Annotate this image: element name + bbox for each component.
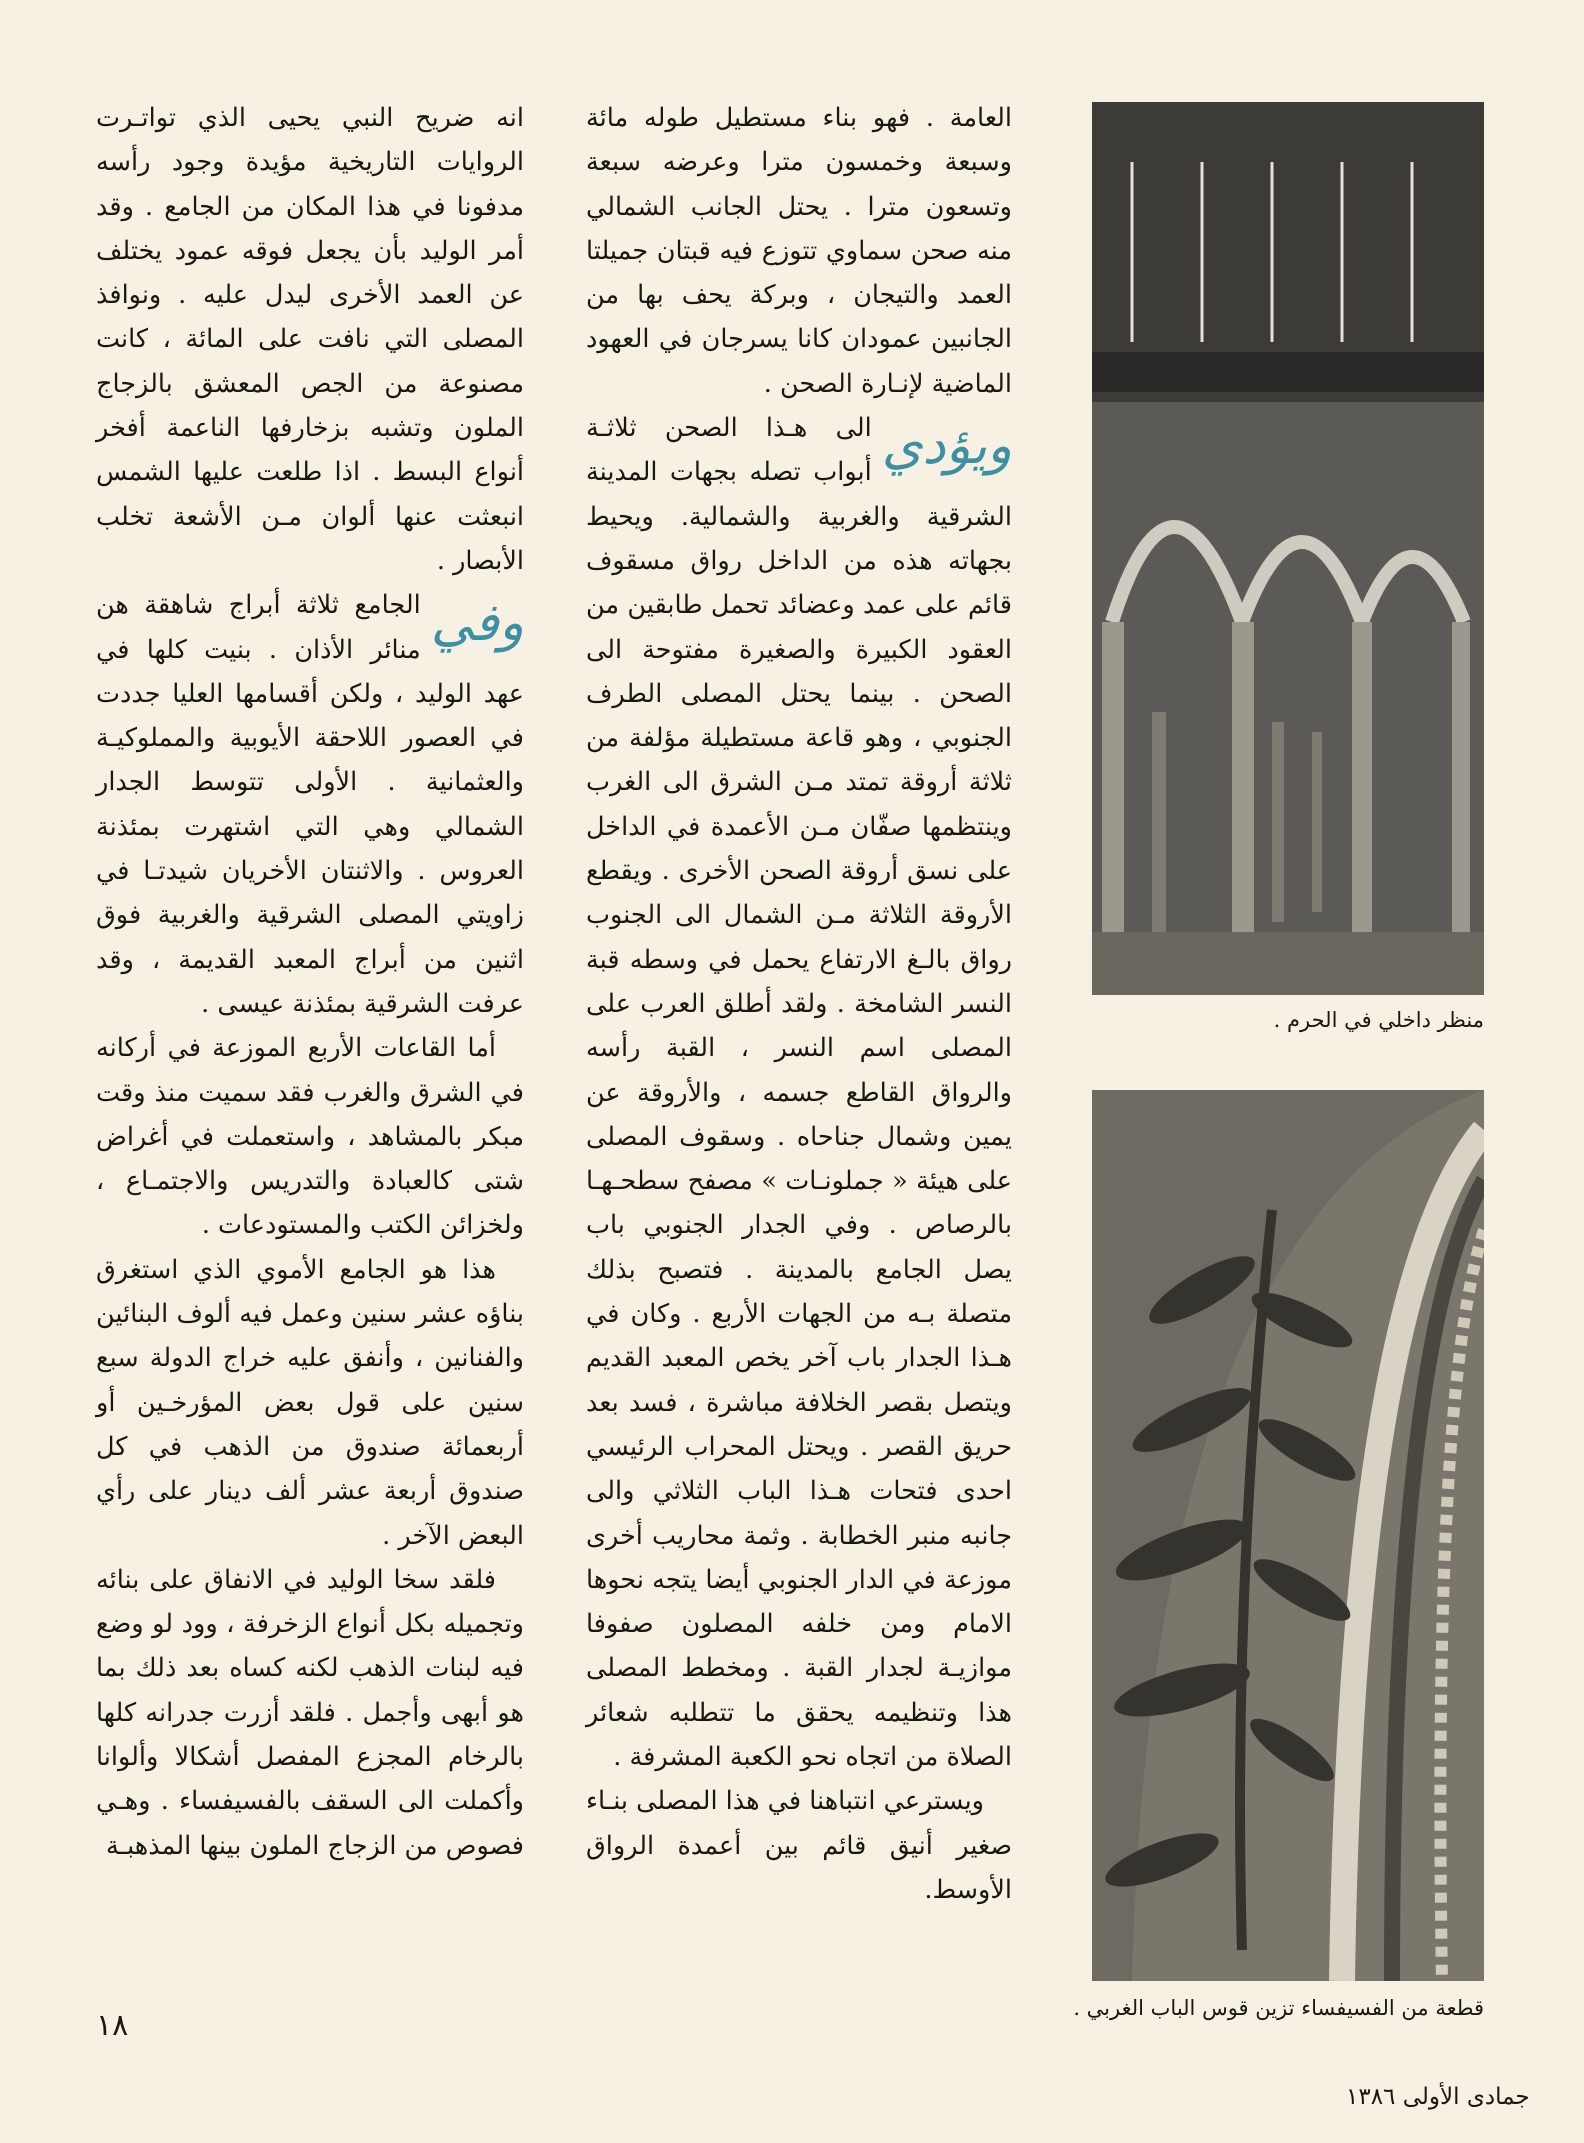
paragraph-gates xyxy=(586,406,1012,1779)
page-number: ١٨ xyxy=(96,2008,129,2043)
paragraph-gates-text: الى هـذا الصحن ثلاثـة أبواب تصله بجهات المدينة الشرقية والغربية والشمالية. ويحيط بجهاته هذه من الداخل رواق مسقوف قائم على عمد وعضائد تحمل طابقين من العقود الكبيرة والصغيرة مفتوحة الى الصحن . بينما يحتل المصلى الطرف الجنوبي ، وهو قاعة مستطيلة مؤلفة من ثلاثة أروقة تمتد مـن الشرق الى الغرب وينتظمها صفّان مـن الأعمدة في الداخل على نسق أروقة الصحن الأخرى . ويقطع الأروقة الثلاثة مـن الشمال الى الجنوب رواق بالـغ الارتفاع يحمل في وسطه قبة النسر الشامخة . ولقد أطلق العرب على المصلى اسم النسر ، القبة رأسه والرواق القاطع جسمه ، والأروقة عن يمين وشمال جناحاه . وسقوف المصلى على هيئة « جملونـات » مصفح سطحـهـا بالرصاص . وفي الجدار الجنوبي باب يصل الجامع بالمدينة . فتصبح بذلك متصلة بـه من الجهات الأربع . وكان في هـذا الجدار باب آخر يخص المعبد القديم ويتصل بقصر الخلافة مباشرة ، فسد بعد حريق القصر . ويحتل المحراب الرئيسي احدى فتحات هـذا الباب الثلاثي والى جانبه منبر الخطابة . وثمة محاريب أخرى موزعة في الدار الجنوبي أيضا يتجه نحوها الامام ومن خلفه المصلون صفوفا موازيـة لجدار القبة . ومخطط المصلى هذا وتنظيمه يحقق ما تتطلبه شعائر الصلاة من اتجاه نحو الكعبة المشرفة . xyxy=(586,413,1012,1772)
drop-cap: وفي xyxy=(430,593,524,654)
mosaic-photo xyxy=(1092,1090,1484,1981)
paragraph-construction: هذا هو الجامع الأموي الذي استغرق بناؤه عشر سنين وعمل فيه ألوف البنائين والفنانين ، وأنفق عليه خراج الدولة سبع سنين على قول بعض المؤرخـين أو أربعمائة صندوق من الذهب في كل صندوق أربعة عشر ألف دينار على رأي البعض الآخر . xyxy=(96,1254,524,1551)
photo-caption: قطعة من الفسيفساء تزين قوس الباب الغربي . xyxy=(1073,1996,1484,2020)
issue-date: جمادى الأولى ١٣٨٦ xyxy=(1346,2084,1530,2110)
paragraph-small-building: ويسترعي انتباهنا في هذا المصلى بنـاء صغير أنيق قائم بين أعمدة الرواق الأوسط. xyxy=(586,1786,1012,1905)
paragraph-decoration: فلقد سخا الوليد في الانفاق على بنائه وتجميله بكل أنواع الزخرفة ، وود لو وضع فيه لبنات الذهب لكنه كساه بعد ذلك بما هو أبهى وأجمل . فلقد أزرت جدرانه كلها بالرخام المجزع المفصل أشكالا وألوانا وأكملت الى السقف بالفسيفساء . وهـي فصوص من الزجاج الملون بينها المذهبـة xyxy=(96,1564,524,1861)
photo-caption: منظر داخلي في الحرم . xyxy=(1273,1008,1484,1032)
paragraph-halls: أما القاعات الأربع الموزعة في أركانه في الشرق والغرب فقد سميت منذ وقت مبكر بالمشاهد ، واستعملت في أغراض شتى كالعبادة والتدريس والاجتمـاع ، ولخزائن الكتب والمستودعات . xyxy=(96,1033,524,1241)
paragraph-tomb: انه ضريح النبي يحيى الذي تواتـرت الروايات التاريخية مؤيدة وجود رأسه مدفونا في هذا المكان من الجامع . وقد أمر الوليد بأن يجعل فوقه عمود يختلف عن العمد الأخرى ليدل عليه . ونوافذ المصلى التي نافت على المائة ، كانت مصنوعة من الجص المعشق بالزجاج الملون وتشبه بزخارفها الناعمة أفخر أنواع البسط . اذا طلعت عليها الشمس انبعثت عنها ألوان مـن الأشعة تخلب الأبصار . xyxy=(96,103,524,576)
paragraph-minarets xyxy=(96,583,524,1026)
paragraph-minarets-text: الجامع ثلاثة أبراج شاهقة هن منائر الأذان . بنيت كلها في عهد الوليد ، ولكن أقسامها العليا جددت في العصور اللاحقة الأيوبية والمملوكيـة والعثمانية . الأولى تتوسط الجدار الشمالي وهي التي اشتهرت بمئذنة العروس . والاثنتان الأخريان شيدتـا في زاويتي المصلى الشرقية والغربية فوق اثنين من أبراج المعبد القديمة ، وقد عرفت الشرقية بمئذنة عيسى . xyxy=(96,590,524,1019)
mosque-interior-photo xyxy=(1092,102,1484,995)
paragraph-courtyard: العامة . فهو بناء مستطيل طوله مائة وسبعة وخمسون مترا وعرضه سبعة وتسعون مترا . يحتل الجانب الشمالي منه صحن سماوي تتوزع فيه قبتان جميلتا العمد والتيجان ، وبركة يحف بها من الجانبين عمودان كانا يسرجان في العهود الماضية لإنـارة الصحن . xyxy=(586,103,1012,399)
article-left-column xyxy=(96,96,524,1868)
drop-cap: ويؤدي xyxy=(881,416,1012,477)
article-right-column xyxy=(586,96,1012,1912)
